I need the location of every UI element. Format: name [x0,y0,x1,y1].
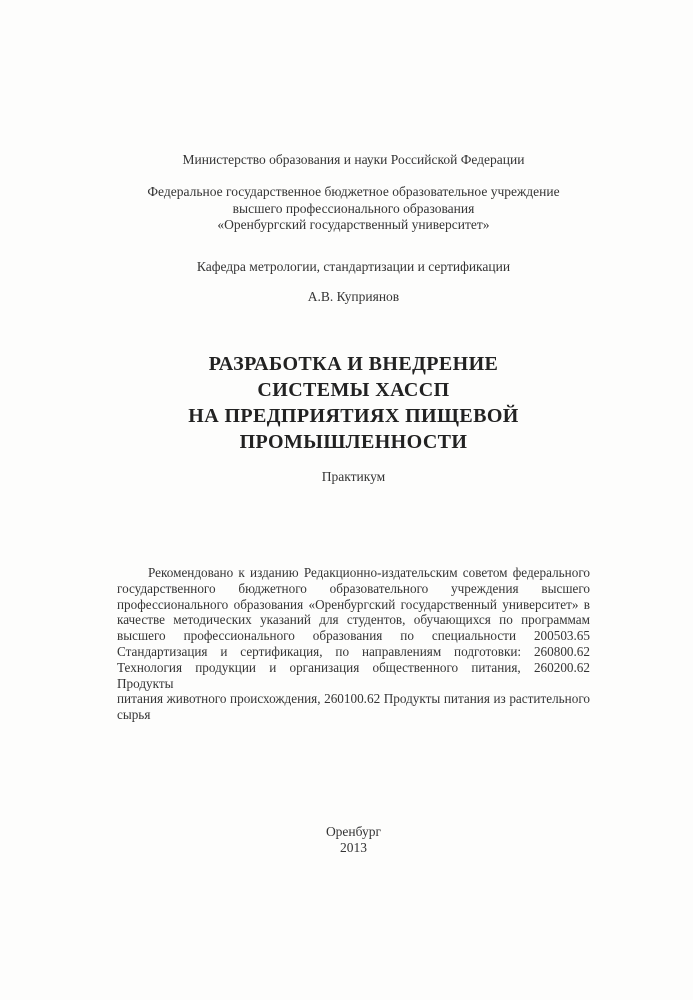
institution-line: высшего профессионального образования [232,200,475,216]
imprint-city: Оренбург [325,823,382,839]
paragraph-line: государственного бюджетного образовательного учреждения высшего [117,580,590,596]
paragraph-line: Технология продукции и организация общественного питания, 260200.62 Продукты [117,659,590,691]
imprint-block [117,824,590,856]
ministry-line: Министерство образования и науки Российской Федерации [182,152,525,167]
institution-line: Федеральное государственное бюджетное образовательное учреждение [147,184,560,199]
recommendation-paragraph [117,565,590,723]
title-line: РАЗРАБОТКА И ВНЕДРЕНИЕ [208,352,499,375]
institution-block [117,184,590,234]
title-line: ПРОМЫШЛЕННОСТИ [239,430,468,453]
paragraph-line: Стандартизация и сертификация, по направлениям подготовки: 260800.62 [117,643,590,659]
paragraph-line: высшего профессионального образования по специальности 200503.65 [117,628,590,644]
paragraph-line: Рекомендовано к изданию Редакционно-издательским советом федерального [148,565,590,580]
author-name: А.В. Куприянов [307,289,400,304]
paragraph-line: качестве методических указаний для студентов, обучающихся по программам [117,612,590,628]
imprint-year: 2013 [340,839,367,855]
title-line: НА ПРЕДПРИЯТИЯХ ПИЩЕВОЙ [188,404,519,427]
paragraph-line: питания животного происхождения, 260100.62 Продукты питания из растительного [117,691,590,707]
paragraph-line: профессионального образования «Оренбургский государственный университет» в [117,596,590,612]
subtitle: Практикум [321,468,386,484]
department-line: Кафедра метрологии, стандартизации и сертификации [196,258,511,274]
document-title [117,351,590,455]
institution-line: «Оренбургский государственный университет» [217,217,490,232]
paragraph-line: сырья [117,707,151,723]
title-line: СИСТЕМЫ ХАССП [257,378,450,401]
